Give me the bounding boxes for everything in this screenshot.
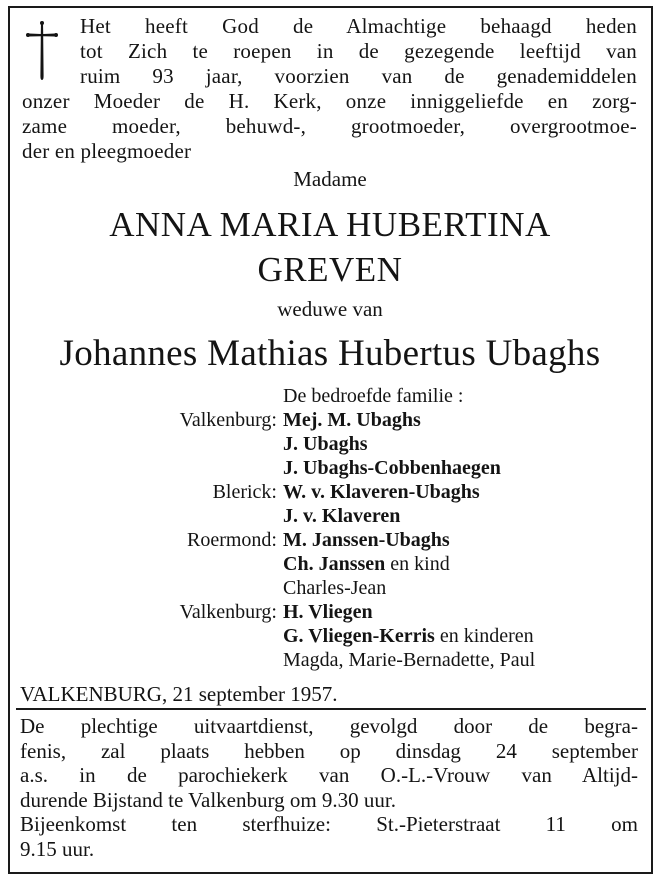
family-row bbox=[20, 504, 640, 528]
relation-text: weduwe van bbox=[277, 297, 383, 321]
funeral-line: 9.15 uur. bbox=[20, 836, 95, 861]
intro-line: zame moeder, behuwd-, grootmoeder, overgrootmoe- bbox=[22, 114, 637, 138]
deceased-name-line1: ANNA MARIA HUBERTINA bbox=[109, 205, 551, 244]
family-suffix: Charles-Jean bbox=[283, 577, 387, 599]
family-row bbox=[20, 648, 640, 672]
deceased-name-line2: GREVEN bbox=[257, 250, 403, 289]
family-place: Roermond: bbox=[187, 529, 277, 551]
family-place bbox=[20, 456, 277, 480]
family-place: Blerick: bbox=[212, 481, 277, 503]
family-place bbox=[20, 432, 277, 456]
family-member: G. Vliegen-Kerris bbox=[283, 625, 435, 647]
funeral-line: a.s. in de parochiekerk van O.-L.-Vrouw van Altijd- bbox=[20, 763, 638, 787]
family-place bbox=[20, 504, 277, 528]
family-suffix: Magda, Marie-Bernadette, Paul bbox=[283, 649, 536, 671]
family-row bbox=[20, 408, 640, 432]
family-row bbox=[20, 456, 640, 480]
family-row bbox=[20, 600, 640, 624]
place-date-line: VALKENBURG, 21 september 1957. bbox=[20, 682, 338, 706]
family-suffix: en kinderen bbox=[434, 625, 534, 647]
family-suffix: en kind bbox=[385, 553, 450, 575]
family-row bbox=[20, 480, 640, 504]
funeral-line: Bijeenkomst ten sterfhuize: St.-Pieterstraat 11 om bbox=[20, 812, 638, 836]
family-member: Ch. Janssen bbox=[283, 553, 386, 575]
family-member: J. v. Klaveren bbox=[283, 505, 401, 527]
family-row bbox=[20, 552, 640, 576]
family-place bbox=[20, 624, 277, 648]
intro-line: tot Zich te roepen in de gezegende leeftijd van bbox=[80, 39, 637, 63]
family-place bbox=[20, 552, 277, 576]
family-place: Valkenburg: bbox=[179, 409, 277, 431]
funeral-line: durende Bijstand te Valkenburg om 9.30 uur. bbox=[20, 787, 397, 812]
intro-line: onzer Moeder de H. Kerk, onze inniggeliefde en zorg- bbox=[22, 89, 637, 113]
family-row bbox=[20, 432, 640, 456]
funeral-line: De plechtige uitvaartdienst, gevolgd door de begra- bbox=[20, 714, 638, 738]
family-list bbox=[20, 384, 640, 672]
family-row bbox=[20, 528, 640, 552]
intro-line: ruim 93 jaar, voorzien van de genademiddelen bbox=[80, 64, 637, 88]
family-row bbox=[20, 576, 640, 600]
family-place: Valkenburg: bbox=[179, 601, 277, 623]
family-member: H. Vliegen bbox=[283, 601, 373, 623]
intro-line: der en pleegmoeder bbox=[22, 139, 192, 163]
family-row bbox=[20, 624, 640, 648]
funeral-line: fenis, zal plaats hebben op dinsdag 24 september bbox=[20, 738, 638, 763]
funeral-paragraph bbox=[20, 714, 638, 861]
intro-line: Het heeft God de Almachtige behaagd heden bbox=[80, 14, 637, 38]
family-place bbox=[20, 648, 277, 672]
family-heading: De bedroefde familie : bbox=[283, 385, 464, 407]
family-member: W. v. Klaveren-Ubaghs bbox=[283, 481, 480, 503]
family-heading-row bbox=[20, 384, 640, 408]
family-member: Mej. M. Ubaghs bbox=[283, 409, 421, 431]
family-member: J. Ubaghs bbox=[283, 433, 368, 455]
husband-name: Johannes Mathias Hubertus Ubaghs bbox=[59, 333, 601, 374]
title-madame: Madame bbox=[293, 167, 367, 191]
intro-paragraph bbox=[22, 14, 637, 164]
family-member: M. Janssen-Ubaghs bbox=[283, 529, 450, 551]
family-place bbox=[20, 576, 277, 600]
family-member: J. Ubaghs-Cobbenhaegen bbox=[283, 457, 501, 479]
section-divider bbox=[16, 708, 646, 710]
